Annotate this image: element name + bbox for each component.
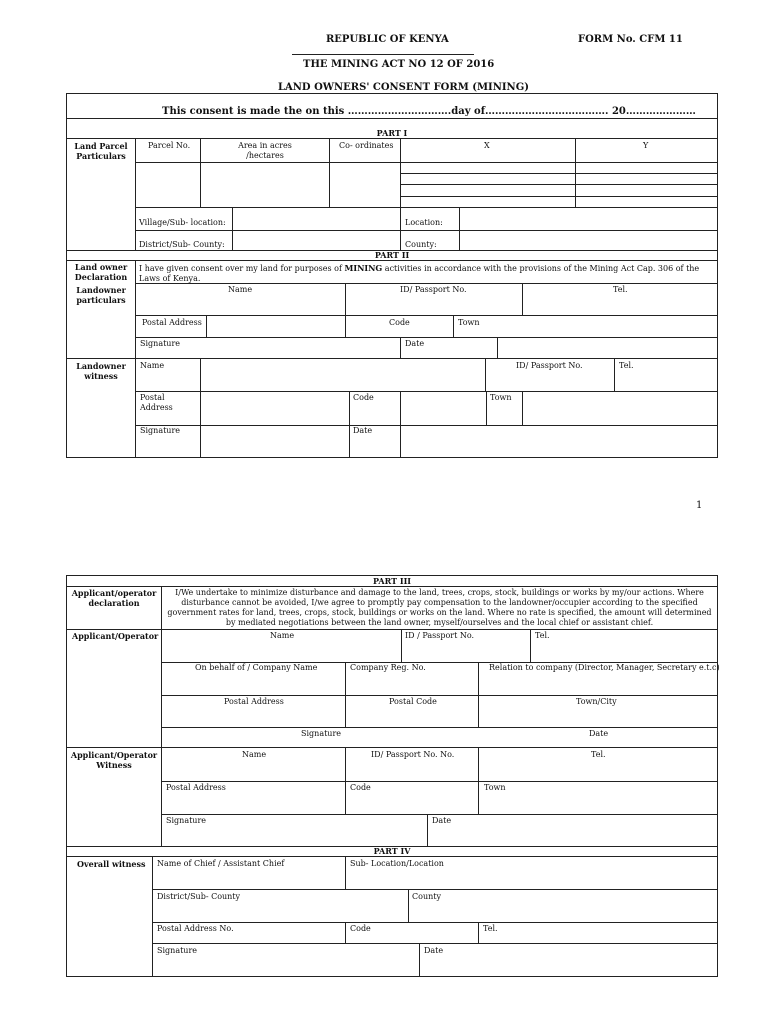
county-label: County: <box>405 240 437 249</box>
landowner-particulars-label: Landowner particulars <box>76 285 126 305</box>
lw-town-label: Town <box>490 393 512 402</box>
coordinates-label: Co- ordinates <box>339 141 394 150</box>
ow-tel-label: Tel. <box>483 924 498 933</box>
aw-date-label: Date <box>432 816 452 825</box>
lo-name-label: Name <box>228 285 253 294</box>
lw-code-label: Code <box>353 393 374 402</box>
ap-postal-code-label: Postal Code <box>389 697 437 706</box>
part1-heading: PART I <box>376 128 408 138</box>
ow-postal-label: Postal Address No. <box>157 924 234 933</box>
aw-tel-label: Tel. <box>591 750 606 759</box>
lw-id-label: ID/ Passport No. <box>516 361 583 370</box>
parcel-no-label: Parcel No. <box>148 141 191 150</box>
aw-postal-label: Postal Address <box>166 783 226 792</box>
part2-heading: PART II <box>374 250 410 260</box>
aw-town-label: Town <box>484 783 506 792</box>
applicant-declaration-text: I/We undertake to minimize disturbance and damage to the land, trees, crops, stock, buildings or works by my/our actions. Where disturbance cannot be avoided, I/we agree to promptly pay compensation to the landowner/occupier according to the specified government rates for land, trees, crops, stock, buildings or works on the land. Where no rate is specified, the amount will determined by mediated negotiations between the land owner, myself/ourselves and the local chief or assistant chief. <box>167 588 712 627</box>
ap-relation-label: Relation to company (Director, Manager, Secretary e.t.c) <box>489 663 720 672</box>
lo-town-label: Town <box>458 318 480 327</box>
ow-date-label: Date <box>424 946 444 955</box>
lo-tel-label: Tel. <box>613 285 628 294</box>
overall-witness-label: Overall witness <box>77 859 146 869</box>
aw-code-label: Code <box>350 783 371 792</box>
ap-name-label: Name <box>270 631 295 640</box>
x-label: X <box>484 141 490 150</box>
part4-heading: PART IV <box>373 846 411 856</box>
aw-signature-label: Signature <box>166 816 207 825</box>
ap-behalf-label: On behalf of / Company Name <box>195 663 318 672</box>
ap-id-label: ID / Passport No. <box>405 631 475 640</box>
area-label: Area in acres /hectares <box>238 141 292 160</box>
landowner-declaration-label: Land owner Declaration <box>74 262 128 282</box>
lo-date-label: Date <box>405 339 425 348</box>
y-label: Y <box>643 141 649 150</box>
ap-tel-label: Tel. <box>535 631 550 640</box>
page-number: 1 <box>696 500 703 511</box>
sub-location-label: Sub- Location/Location <box>350 859 444 868</box>
lw-tel-label: Tel. <box>619 361 634 370</box>
lo-code-label: Code <box>389 318 410 327</box>
ow-signature-label: Signature <box>157 946 198 955</box>
lo-postal-label: Postal Address <box>142 318 202 327</box>
republic-heading: REPUBLIC OF KENYA <box>326 34 449 45</box>
act-title: THE MINING ACT NO 12 OF 2016 <box>303 59 495 70</box>
lo-id-label: ID/ Passport No. <box>400 285 467 294</box>
applicant-witness-label: Applicant/Operator Witness <box>70 750 158 770</box>
ow-district-label: District/Sub- County <box>157 892 241 901</box>
landowner-witness-label: Landowner witness <box>76 361 126 381</box>
aw-id-label: ID/ Passport No. No. <box>371 750 455 759</box>
ap-date-label: Date <box>589 729 609 738</box>
form-number: FORM No. CFM 11 <box>578 34 683 45</box>
ap-town-label: Town/City <box>576 697 617 706</box>
lw-postal-label: Postal Address <box>140 393 173 412</box>
form-title: LAND OWNERS' CONSENT FORM (MINING) <box>278 82 529 93</box>
ap-signature-label: Signature <box>301 729 342 738</box>
applicant-operator-label: Applicant/Operator <box>72 631 159 641</box>
lw-signature-label: Signature <box>140 426 181 435</box>
lo-signature-label: Signature <box>140 339 181 348</box>
district-label: District/Sub- County: <box>139 240 225 249</box>
page2-table <box>66 575 718 977</box>
consent-line[interactable]: This consent is made the on this ………………………….day of………………………………. 20………………… <box>162 106 696 117</box>
ow-county-label: County <box>412 892 441 901</box>
location-label: Location: <box>405 218 443 227</box>
lw-name-label: Name <box>140 361 165 370</box>
ap-reg-label: Company Reg. No. <box>350 663 426 672</box>
chief-name-label: Name of Chief / Assistant Chief <box>157 859 285 868</box>
landowner-declaration-text: I have given consent over my land for purposes of MINING activities in accordance with the provisions of the Mining Act Cap. 306 of the Laws of Kenya. <box>139 263 700 283</box>
aw-name-label: Name <box>242 750 267 759</box>
village-label: Village/Sub- location: <box>139 218 226 227</box>
land-parcel-label: Land Parcel Particulars <box>74 141 128 161</box>
ow-code-label: Code <box>350 924 371 933</box>
ap-postal-label: Postal Address <box>224 697 284 706</box>
applicant-declaration-label: Applicant/operator declaration <box>71 588 157 608</box>
header-underline <box>292 54 474 55</box>
part3-heading: PART III <box>372 576 412 586</box>
lw-date-label: Date <box>353 426 373 435</box>
